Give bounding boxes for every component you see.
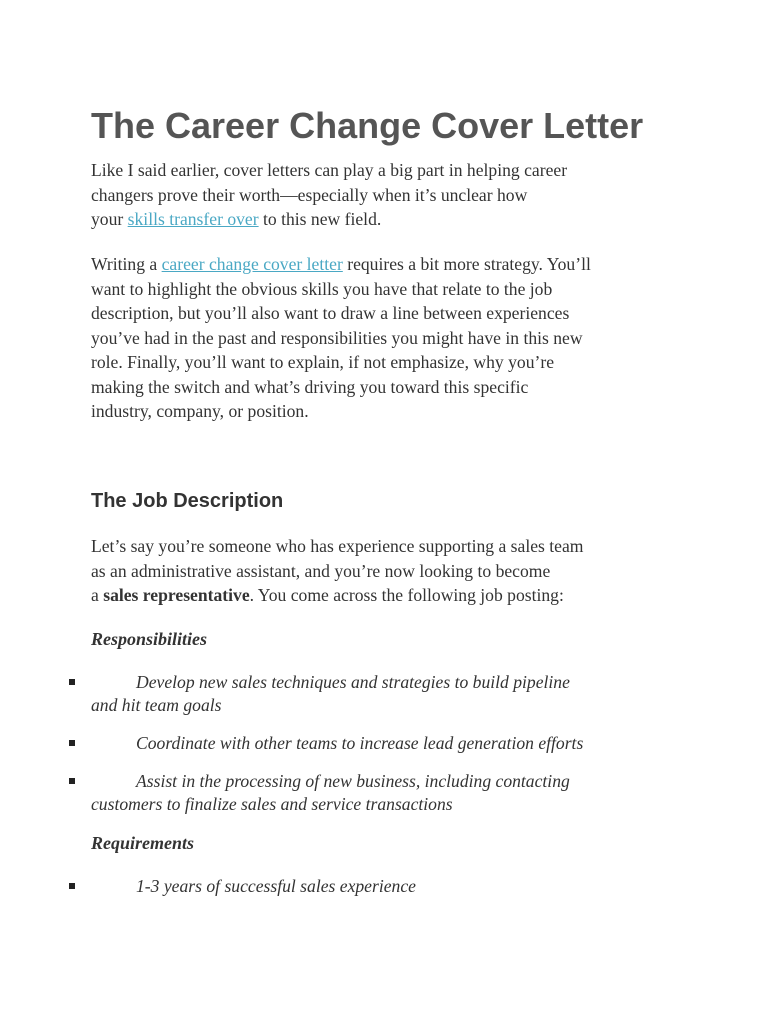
strategy-line-4: you’ve had in the past and responsibilities you might have in this new <box>91 327 583 348</box>
strategy-line-1-suffix: requires a bit more strategy. You’ll <box>342 254 591 274</box>
strategy-line-6: making the switch and what’s driving you toward this specific <box>91 376 529 397</box>
requirements-heading: Requirements <box>91 833 195 853</box>
list-item-line-1: Coordinate with other teams to increase lead generation efforts <box>136 733 584 753</box>
strategy-line-7: industry, company, or position. <box>91 401 309 421</box>
skills-transfer-link[interactable]: skills transfer over <box>127 209 259 229</box>
list-item <box>0 671 700 717</box>
strategy-line-2: want to highlight the obvious skills you have that relate to the job <box>91 278 553 299</box>
job-line-2: as an administrative assistant, and you’re now looking to become <box>91 560 551 581</box>
job-line-1: Let’s say you’re someone who has experience supporting a sales team <box>91 536 584 556</box>
square-bullet-icon <box>69 778 75 784</box>
strategy-line-1 <box>91 252 691 277</box>
list-item <box>0 732 700 756</box>
list-item-line-1: Develop new sales techniques and strategies to build pipeline <box>136 672 570 692</box>
list-item <box>0 875 700 899</box>
square-bullet-icon <box>69 883 75 889</box>
career-change-cover-letter-link[interactable]: career change cover letter <box>161 254 343 274</box>
intro-line-3 <box>91 207 691 232</box>
strategy-line-5: role. Finally, you’ll want to explain, if not emphasize, why you’re <box>91 352 555 372</box>
intro-paragraph <box>91 158 691 232</box>
intro-line-2: changers prove their worth—especially when it’s unclear how <box>91 184 528 205</box>
sales-representative-text: sales representative <box>103 585 250 605</box>
strategy-line-3: description, but you’ll also want to draw a line between experiences <box>91 303 570 323</box>
strategy-paragraph <box>91 252 691 424</box>
list-item-line-1: Assist in the processing of new business, including contacting <box>136 771 570 791</box>
page-title: The Career Change Cover Letter <box>91 105 644 146</box>
job-line-3-suffix: . You come across the following job posting: <box>249 585 564 605</box>
list-item-line-2: and hit team goals <box>91 694 222 715</box>
square-bullet-icon <box>69 679 75 685</box>
job-description-paragraph <box>91 534 691 608</box>
list-item <box>0 770 700 816</box>
intro-line-1: Like I said earlier, cover letters can play a big part in helping career <box>91 160 568 180</box>
job-line-3 <box>91 583 691 608</box>
square-bullet-icon <box>69 740 75 746</box>
job-description-heading: The Job Description <box>91 490 284 512</box>
list-item-line-2: customers to finalize sales and service transactions <box>91 793 453 814</box>
responsibilities-heading: Responsibilities <box>91 629 208 649</box>
intro-line-3-prefix: your <box>91 209 128 229</box>
strategy-line-1-prefix: Writing a <box>91 254 162 274</box>
job-line-3-prefix: a <box>91 585 104 605</box>
intro-line-3-suffix: to this new field. <box>258 209 382 229</box>
list-item-line-1: 1-3 years of successful sales experience <box>136 876 416 896</box>
